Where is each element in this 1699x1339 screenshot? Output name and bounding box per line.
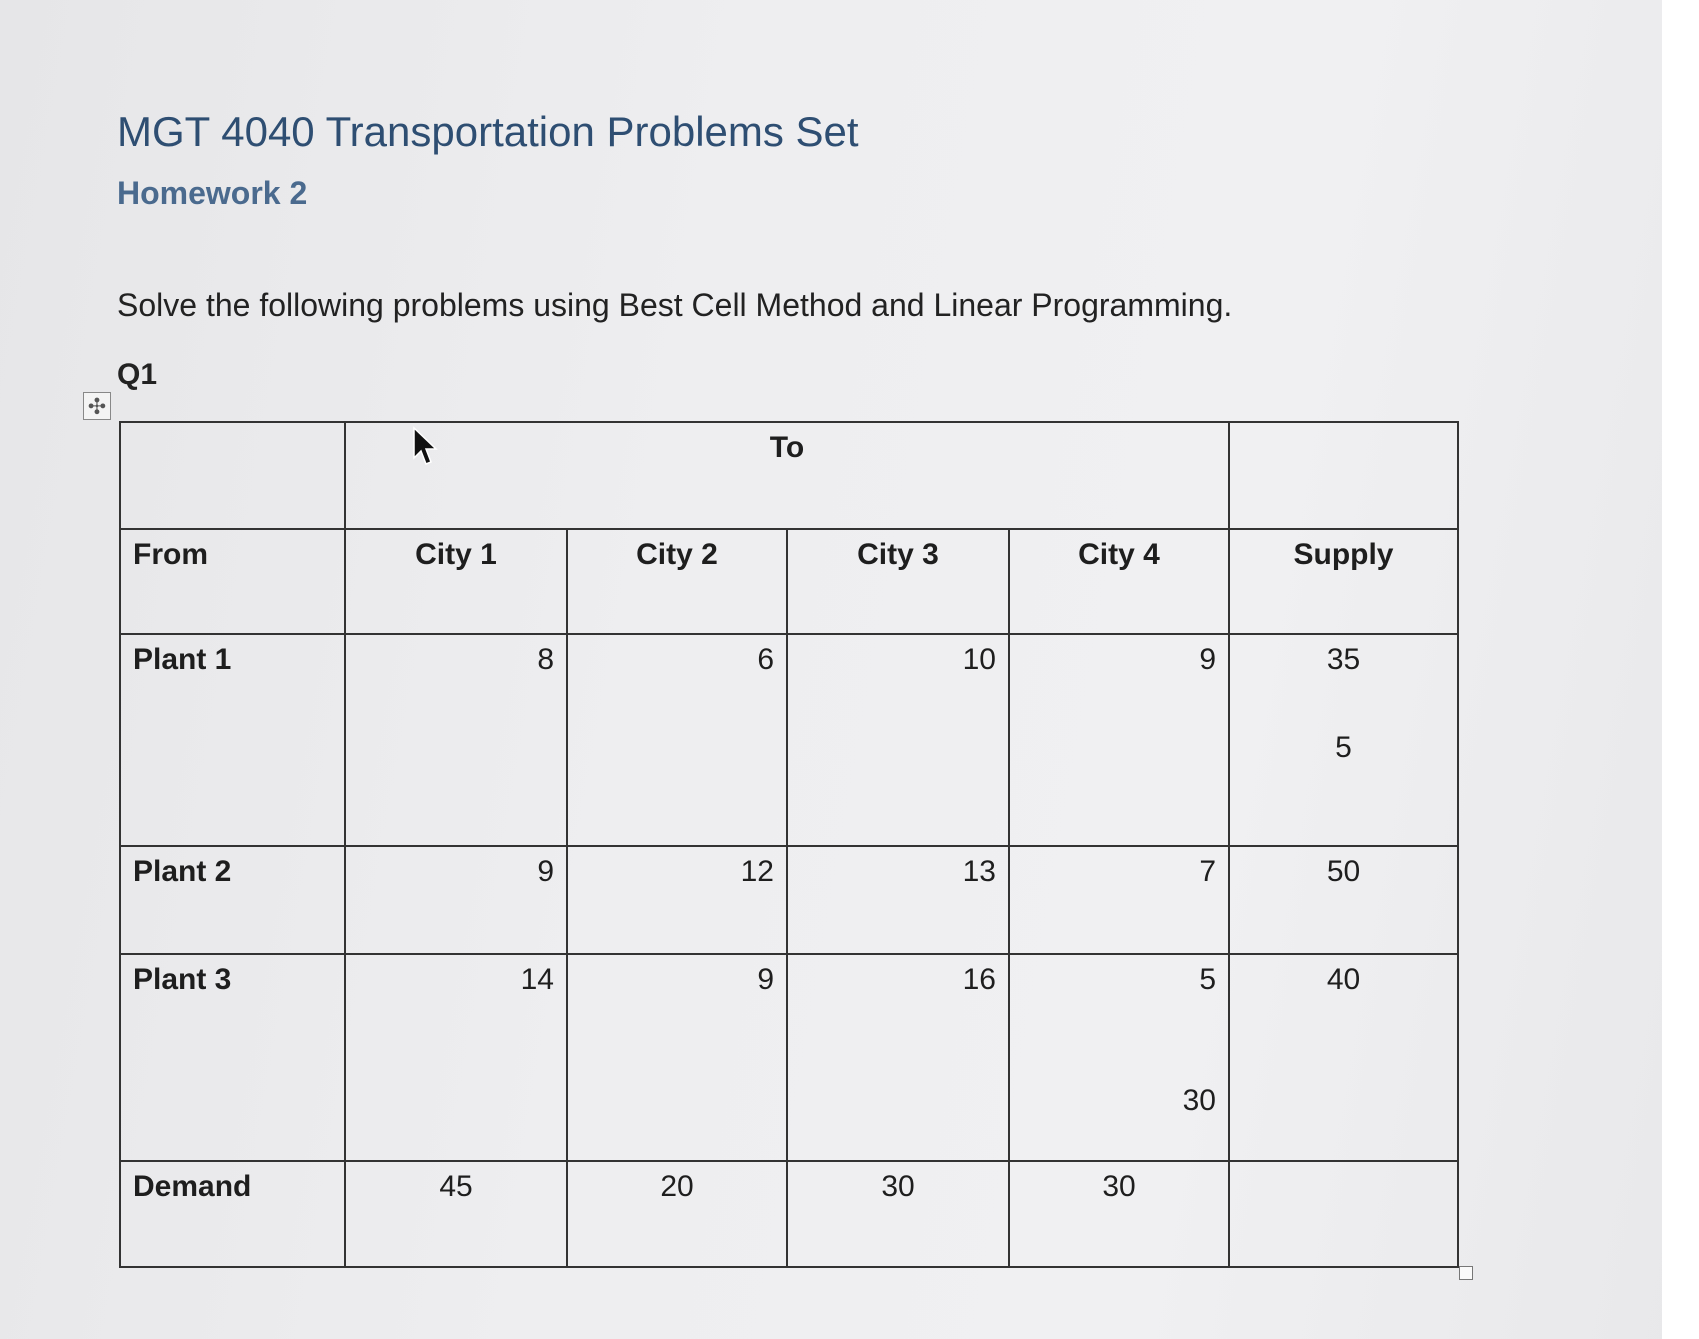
table-row xyxy=(120,634,1458,846)
cost-plant2-city2[interactable]: 12 xyxy=(567,846,787,954)
supply-plant1-note: 5 xyxy=(1335,731,1352,764)
row-label-plant1[interactable]: Plant 1 xyxy=(120,634,345,846)
table-cell-empty[interactable] xyxy=(120,422,345,529)
cost-plant3-city4: 5 xyxy=(1199,963,1216,996)
supply-plant1-cell[interactable] xyxy=(1229,634,1458,846)
header-supply[interactable]: Supply xyxy=(1229,529,1458,634)
cost-plant1-city4[interactable]: 9 xyxy=(1009,634,1229,846)
cost-plant1-city1[interactable]: 8 xyxy=(345,634,567,846)
table-row xyxy=(120,954,1458,1161)
mouse-pointer-icon xyxy=(412,426,438,468)
cost-plant3-city4-cell[interactable] xyxy=(1009,954,1229,1161)
move-icon[interactable]: ✣ xyxy=(83,392,111,420)
row-label-demand[interactable]: Demand xyxy=(120,1161,345,1267)
cost-plant1-city3[interactable]: 10 xyxy=(787,634,1009,846)
header-city2[interactable]: City 2 xyxy=(567,529,787,634)
supply-plant3[interactable]: 40 xyxy=(1229,954,1458,1161)
cost-plant2-city3[interactable]: 13 xyxy=(787,846,1009,954)
cost-plant1-city2[interactable]: 6 xyxy=(567,634,787,846)
row-label-plant3[interactable]: Plant 3 xyxy=(120,954,345,1161)
row-label-plant2[interactable]: Plant 2 xyxy=(120,846,345,954)
table-row xyxy=(120,529,1458,634)
supply-plant1: 35 xyxy=(1326,643,1361,676)
header-from[interactable]: From xyxy=(120,529,345,634)
demand-city4[interactable]: 30 xyxy=(1009,1161,1229,1267)
cost-plant3-city2[interactable]: 9 xyxy=(567,954,787,1161)
supply-plant2[interactable]: 50 xyxy=(1229,846,1458,954)
table-cell-empty[interactable] xyxy=(1229,422,1458,529)
question-label: Q1 xyxy=(117,358,158,391)
cost-plant3-city3[interactable]: 16 xyxy=(787,954,1009,1161)
instruction-text: Solve the following problems using Best Cell Method and Linear Programming. xyxy=(117,287,1233,323)
document-subtitle: Homework 2 xyxy=(117,175,308,211)
transportation-table xyxy=(119,421,1459,1268)
to-header[interactable] xyxy=(345,422,1229,529)
table-row xyxy=(120,422,1458,529)
header-city1[interactable]: City 1 xyxy=(345,529,567,634)
demand-city3[interactable]: 30 xyxy=(787,1161,1009,1267)
header-city3[interactable]: City 3 xyxy=(787,529,1009,634)
document-title: MGT 4040 Transportation Problems Set xyxy=(117,108,859,155)
cost-plant2-city1[interactable]: 9 xyxy=(345,846,567,954)
to-label: To xyxy=(769,431,805,464)
table-row xyxy=(120,1161,1458,1267)
alloc-plant3-city4: 30 xyxy=(1182,1084,1216,1117)
resize-handle-icon[interactable] xyxy=(1459,1266,1473,1280)
table-cell-empty[interactable] xyxy=(1229,1161,1458,1267)
page-edge xyxy=(1662,0,1699,1339)
header-city4[interactable]: City 4 xyxy=(1009,529,1229,634)
cost-plant3-city1[interactable]: 14 xyxy=(345,954,567,1161)
demand-city1[interactable]: 45 xyxy=(345,1161,567,1267)
table-row xyxy=(120,846,1458,954)
demand-city2[interactable]: 20 xyxy=(567,1161,787,1267)
cost-plant2-city4[interactable]: 7 xyxy=(1009,846,1229,954)
